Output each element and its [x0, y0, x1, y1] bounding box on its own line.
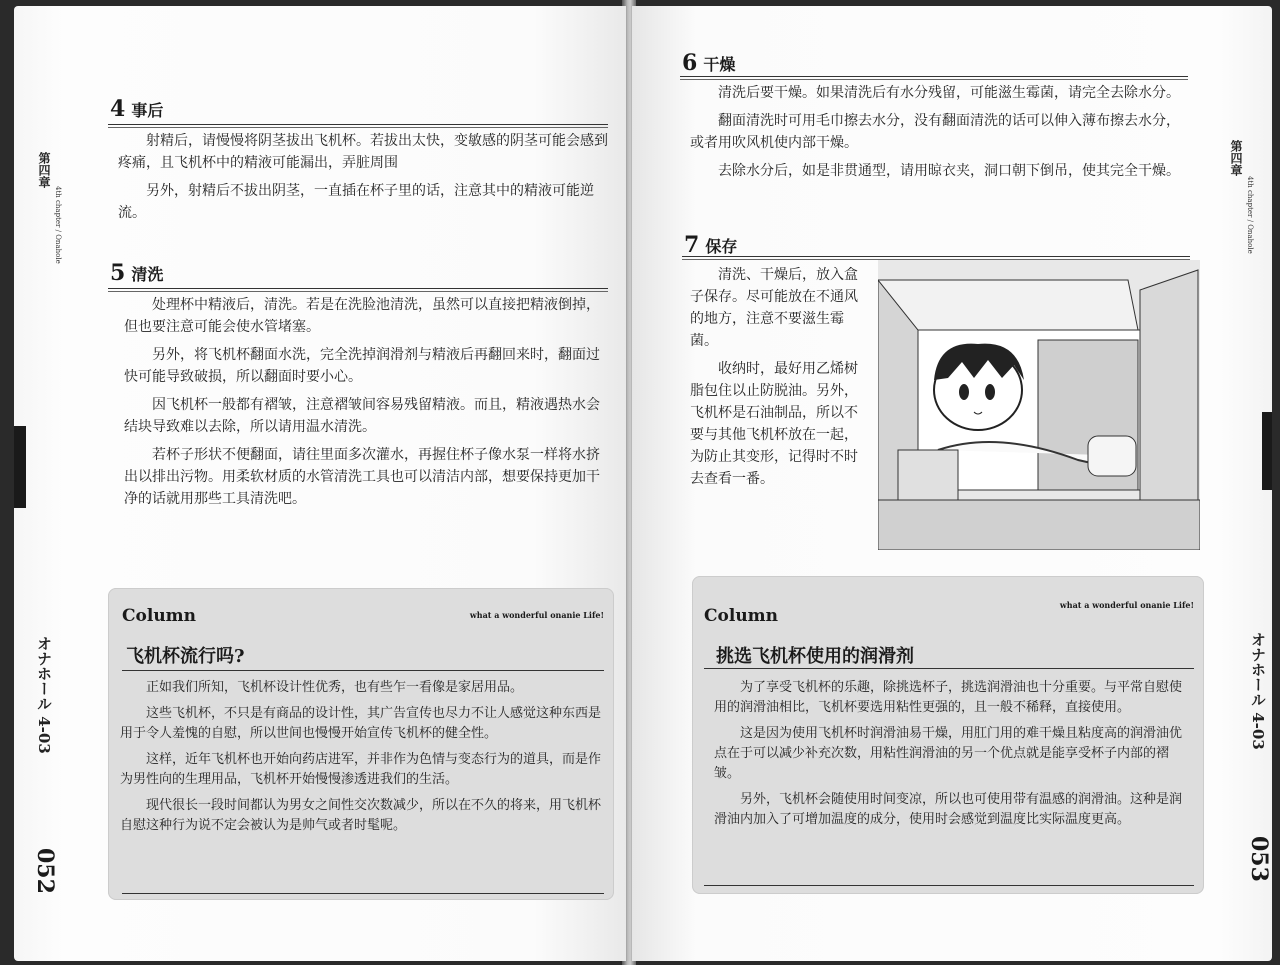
section-title: 清洗 — [131, 265, 164, 284]
paragraph: 为了享受飞机杯的乐趣，除挑选杯子，挑选润滑油也十分重要。与平常自慰使用的润滑油相比，飞机杯要选用粘性更强的，且一般不稀释，直接使用。 — [714, 680, 1183, 715]
section-7-heading — [684, 234, 737, 256]
column-body — [714, 678, 1188, 836]
paragraph: 清洗后要干燥。如果清洗后有水分残留，可能滋生霉菌，请完全去除水分。 — [718, 85, 1180, 101]
section-6-heading — [682, 52, 735, 74]
paragraph: 另外，将飞机杯翻面水洗，完全洗掉润滑剂与精液后再翻回来时，翻面过快可能导致破损，所以翻面时要小心。 — [124, 347, 600, 385]
running-head: オナホール 4-03 — [1249, 632, 1267, 750]
chapter-label: 第四章 — [37, 152, 51, 188]
paragraph: 收纳时，最好用乙烯树脂包住以止防脱油。另外，飞机杯是石油制品，所以不要与其他飞机杯放在一起，为防止其变形，记得时不时去查看一番。 — [690, 361, 858, 487]
chapter-sub: 4th chapter / Onahole — [1246, 176, 1254, 254]
section-4-heading — [110, 98, 163, 120]
paragraph: 因飞机杯一般都有褶皱，注意褶皱间容易残留精液。而且，精液遇热水会结块导致难以去除，所以请用温水清洗。 — [124, 397, 600, 435]
manga-illustration — [878, 260, 1200, 550]
column-tagline: what a wonderful onanie Life! — [469, 610, 604, 620]
chapter-sub: 4th chapter / Onahole — [54, 186, 62, 264]
section-5-body — [124, 294, 608, 516]
column-title: 挑选飞机杯使用的润滑剂 — [716, 646, 914, 667]
column-title: 飞机杯流行吗? — [126, 646, 245, 667]
running-head: オナホール 4-03 — [35, 636, 53, 754]
paragraph: 清洗、干燥后，放入盒子保存。尽可能放在不通风的地方，注意不要滋生霉菌。 — [690, 267, 858, 349]
column-rule-bottom — [122, 893, 604, 894]
section-rule — [108, 288, 608, 289]
paragraph: 射精后，请慢慢将阴茎拔出飞机杯。若拔出太快，变敏感的阴茎可能会感到疼痛，且飞机杯中的精液可能漏出，弄脏周围 — [118, 133, 608, 171]
column-tagline: what a wonderful onanie Life! — [1059, 600, 1194, 610]
paragraph: 另外，射精后不拔出阴茎，一直插在杯子里的话，注意其中的精液可能逆流。 — [118, 183, 594, 221]
side-tab — [1262, 412, 1272, 490]
left-page — [14, 6, 626, 961]
section-number: 4 — [110, 96, 126, 122]
section-6-body — [690, 82, 1190, 188]
column-label: Column — [122, 606, 197, 626]
section-title: 保存 — [705, 237, 738, 256]
paragraph: 这样，近年飞机杯也开始向药店进军，并非作为色情与变态行为的道具，而是作为男性向的生理用品，飞机杯开始慢慢渗透进我们的生活。 — [120, 752, 602, 787]
column-body — [120, 678, 604, 842]
section-rule — [682, 256, 1190, 257]
column-rule — [704, 668, 1194, 669]
section-number: 5 — [110, 260, 126, 286]
paragraph: 这是因为使用飞机杯时润滑油易干燥，用肛门用的难干燥且粘度高的润滑油优点在于可以减少补充次数，用粘性润滑油的另一个优点就是能享受杯子内部的褶皱。 — [714, 726, 1183, 781]
section-rule — [680, 76, 1188, 77]
column-box — [108, 588, 614, 900]
section-title: 事后 — [131, 101, 164, 120]
section-number: 7 — [684, 232, 700, 258]
section-5-heading — [110, 262, 163, 284]
paragraph: 正如我们所知，飞机杯设计性优秀，也有些乍一看像是家居用品。 — [146, 680, 524, 695]
page-number: 053 — [1246, 836, 1272, 882]
chapter-label: 第四章 — [1229, 140, 1243, 176]
paragraph: 若杯子形状不便翻面，请往里面多次灌水，再握住杯子像水泵一样将水挤出以排出污物。用柔软材质的水管清洗工具也可以清洁内部，想要保持更加干净的话就用那些工具清洗吧。 — [124, 447, 600, 507]
paragraph: 去除水分后，如是非贯通型，请用晾衣夹，洞口朝下倒吊，使其完全干燥。 — [718, 163, 1180, 179]
paragraph: 这些飞机杯，不只是有商品的设计性，其广告宣传也尽力不让人感觉这种东西是用于令人羞愧的自慰，所以世间也慢慢开始宣传飞机杯的健全性。 — [120, 706, 602, 741]
column-box — [692, 576, 1204, 894]
section-title: 干燥 — [703, 55, 736, 74]
section-number: 6 — [682, 50, 698, 76]
right-page — [632, 6, 1272, 961]
paragraph: 翻面清洗时可用毛巾擦去水分，没有翻面清洗的话可以伸入薄布擦去水分，或者用吹风机使内部干燥。 — [690, 113, 1180, 151]
side-tab — [14, 426, 26, 508]
section-7-body — [690, 264, 868, 496]
column-rule-bottom — [704, 885, 1194, 886]
paragraph: 处理杯中精液后，清洗。若是在洗脸池清洗，虽然可以直接把精液倒掉，但也要注意可能会使水管堵塞。 — [124, 297, 600, 335]
column-rule — [122, 670, 604, 671]
page-number: 052 — [32, 848, 58, 894]
paragraph: 另外，飞机杯会随使用时间变凉，所以也可使用带有温感的润滑油。这种是润滑油内加入了可增加温度的成分，使用时会感觉到温度比实际温度更高。 — [714, 792, 1183, 827]
paragraph: 现代很长一段时间都认为男女之间性交次数减少，所以在不久的将来，用飞机杯自慰这种行为说不定会被认为是帅气或者时髦呢。 — [120, 798, 602, 833]
section-rule — [108, 124, 608, 125]
column-label: Column — [704, 606, 779, 626]
section-4-body — [118, 130, 608, 230]
